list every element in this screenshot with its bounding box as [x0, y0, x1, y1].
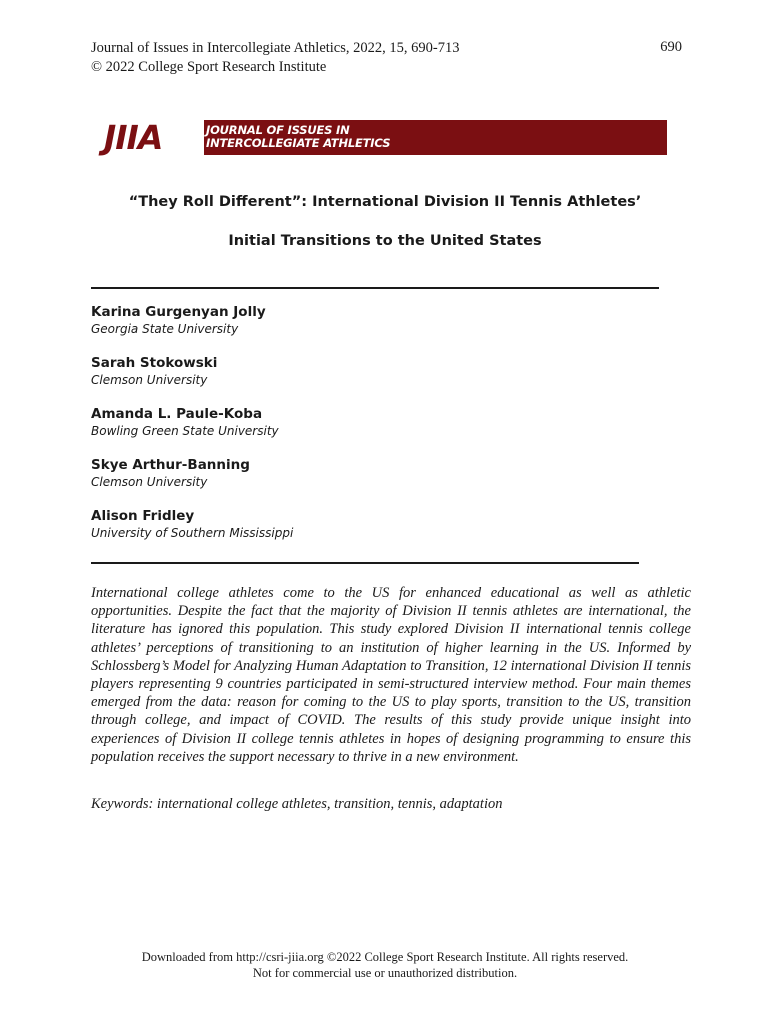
- footer: [0, 949, 770, 981]
- jiia-logo: JIIA: [104, 120, 204, 155]
- author-affiliation: Bowling Green State University: [91, 424, 279, 438]
- author-affiliation: Clemson University: [91, 475, 208, 489]
- author-name: Amanda L. Paule-Koba: [91, 406, 263, 422]
- abstract-text: International college athletes come to the US for enhanced educational as well as athletic opportunities. Despite the fact that the majority of Division II tennis athletes are international, the literature has ignored this population. This study explored Division II international tennis college athletes’ perceptions of transitioning to an institution of higher learning in the US. Informed by Schlossberg’s Model for Analyzing Human Adaptation to Transition, 12 international Division II tennis players representing 9 countries participated in semi-structured interview method. Four main themes emerged from the data: reason for coming to the US to play sports, transition to the US, transition through college, and impact of COVID. The results of this study provide unique insight into experiences of Division II college tennis athletes in hopes of designing programming to ensure this population receives the support necessary to thrive in a new environment.: [91, 585, 691, 765]
- paper-title-line-1: “They Roll Different”: International Division II Tennis Athletes’: [128, 194, 642, 210]
- divider-top: [91, 287, 659, 289]
- author-name: Sarah Stokowski: [91, 355, 218, 371]
- footer-distribution: Not for commercial use or unauthorized distribution.: [252, 966, 518, 980]
- author-affiliation: Clemson University: [91, 373, 208, 387]
- footer-rights: Downloaded from http://csri-jiia.org ©2022 College Sport Research Institute. All rights reserved.: [141, 950, 629, 964]
- author-affiliation: University of Southern Mississippi: [91, 526, 294, 540]
- running-header: [91, 39, 459, 77]
- journal-banner: [104, 120, 667, 155]
- page-number: 690: [660, 39, 682, 55]
- author-affiliation: Georgia State University: [91, 322, 239, 336]
- author-name: Skye Arthur-Banning: [91, 457, 250, 473]
- author-name: Karina Gurgenyan Jolly: [91, 304, 266, 320]
- author-name: Alison Fridley: [91, 508, 195, 524]
- copyright-line: © 2022 College Sport Research Institute: [91, 59, 327, 75]
- divider-bottom: [91, 562, 639, 564]
- journal-citation: Journal of Issues in Intercollegiate Athletics, 2022, 15, 690-713: [91, 40, 460, 56]
- banner-journal-name: JOURNAL OF ISSUES IN INTERCOLLEGIATE ATHLETICS: [206, 123, 391, 150]
- paper-title-line-2: Initial Transitions to the United States: [228, 233, 542, 249]
- keywords-line: Keywords: international college athletes, transition, tennis, adaptation: [91, 796, 503, 812]
